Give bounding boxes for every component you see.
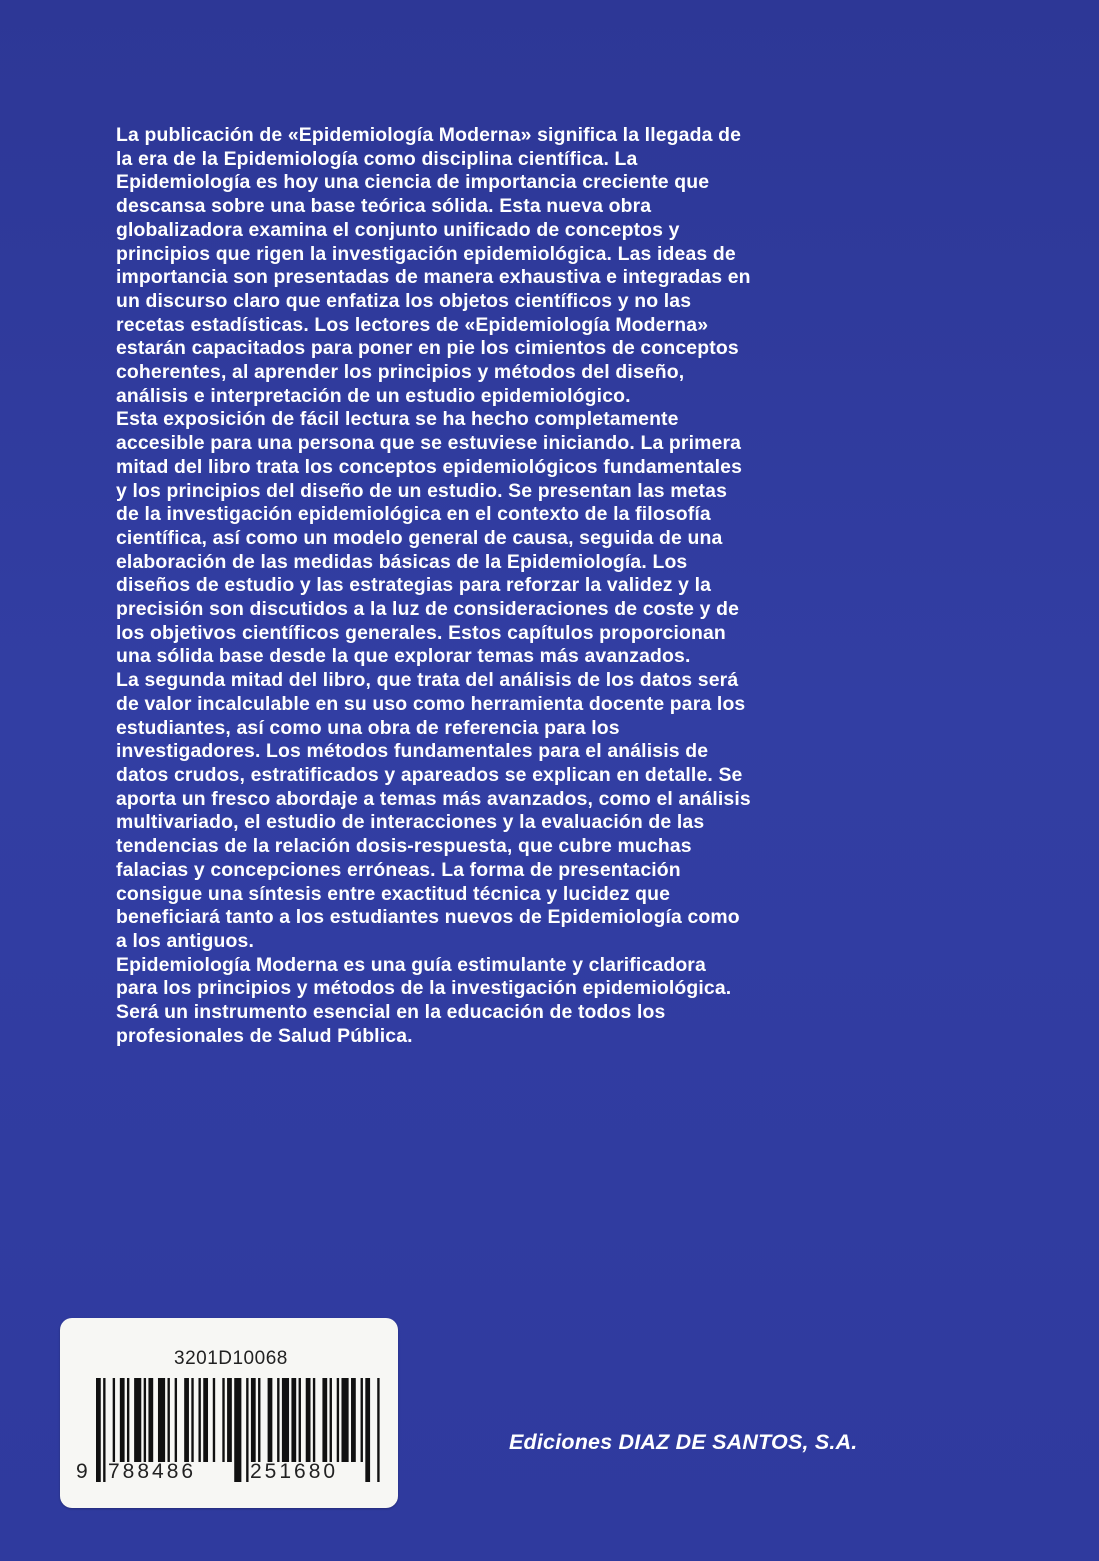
blurb-line: accesible para una persona que se estuviese iniciando. La primera: [116, 432, 742, 455]
blurb-line: profesionales de Salud Pública.: [116, 1024, 413, 1047]
blurb-line: Epidemiología es hoy una ciencia de importancia creciente que: [116, 171, 710, 194]
blurb-line: diseños de estudio y las estrategias para reforzar la validez y la: [116, 574, 712, 597]
publisher-name: Ediciones DIAZ DE SANTOS, S.A.: [509, 1430, 858, 1454]
blurb-line: importancia son presentadas de manera exhaustiva e integradas en: [116, 266, 751, 289]
blurb-line: de valor incalculable en su uso como herramienta docente para los: [116, 692, 746, 715]
blurb-line: análisis e interpretación de un estudio epidemiológico.: [116, 384, 631, 407]
barcode-bar: [246, 1378, 248, 1482]
blurb-line: La segunda mitad del libro, que trata del análisis de los datos será: [116, 669, 739, 692]
barcode-bar: [191, 1378, 193, 1462]
blurb-line: científica, así como un modelo general de causa, seguida de una: [116, 526, 723, 549]
barcode-bar: [103, 1378, 105, 1482]
barcode-bar: [158, 1378, 165, 1462]
barcode-bar: [351, 1378, 356, 1462]
blurb-line: falacias y concepciones erróneas. La forma de presentación: [116, 858, 681, 881]
blurb-line: estarán capacitados para poner en pie los cimientos de conceptos: [116, 337, 739, 360]
barcode-bar: [203, 1378, 208, 1462]
barcode-bar: [222, 1378, 224, 1462]
barcode-bar: [377, 1378, 379, 1482]
barcode-bar: [337, 1378, 339, 1462]
barcode-bar: [127, 1378, 129, 1462]
barcode-bar: [322, 1378, 327, 1462]
blurb-line: elaboración de las medidas básicas de la Epidemiología. Los: [116, 550, 688, 573]
blurb-line: multivariado, el estudio de interacciones y la evaluación de las: [116, 811, 705, 834]
ean-right-group: 251680: [250, 1460, 339, 1483]
barcode-bar: [175, 1378, 177, 1462]
blurb-line: coherentes, al aprender los principios y métodos del diseño,: [116, 361, 685, 384]
barcode-bar: [299, 1378, 301, 1462]
barcode-bar: [234, 1378, 241, 1482]
barcode-bar: [113, 1378, 115, 1462]
barcode-bar: [148, 1378, 153, 1462]
blurb-line: un discurso claro que enfatiza los objetos científicos y no las: [116, 289, 692, 312]
barcode-bar: [96, 1378, 101, 1482]
blurb-line: mitad del libro trata los conceptos epidemiológicos fundamentales: [116, 455, 743, 478]
ean-first-digit: 9: [76, 1460, 88, 1483]
barcode-bar: [258, 1378, 260, 1462]
blurb-line: Esta exposición de fácil lectura se ha hecho completamente: [116, 408, 679, 431]
blurb-line: aporta un fresco abordaje a temas más avanzados, como el análisis: [116, 787, 751, 810]
blurb-line: investigadores. Los métodos fundamentales para el análisis de: [116, 740, 709, 763]
blurb-line: globalizadora examina el conjunto unificado de conceptos y: [116, 218, 680, 241]
barcode-bar: [277, 1378, 279, 1462]
barcode-bar: [184, 1378, 189, 1462]
blurb-line: descansa sobre una base teórica sólida. Esta nueva obra: [116, 195, 652, 218]
blurb-line: los objetivos científicos generales. Estos capítulos proporcionan: [116, 621, 726, 644]
barcode-bar: [306, 1378, 311, 1462]
blurb-line: principios que rigen la investigación epidemiológica. Las ideas de: [116, 242, 736, 265]
barcode-bar: [198, 1378, 200, 1462]
barcode-bar: [291, 1378, 296, 1462]
blurb-line: para los principios y métodos de la investigación epidemiológica.: [116, 977, 732, 1000]
barcode-bar: [168, 1378, 170, 1462]
blurb-line: recetas estadísticas. Los lectores de «Epidemiología Moderna»: [116, 313, 709, 336]
barcode-bar: [251, 1378, 256, 1462]
blurb-line: beneficiará tanto a los estudiantes nuevos de Epidemiología como: [116, 906, 740, 929]
blurb-line: Será un instrumento esencial en la educación de todos los: [116, 1001, 666, 1024]
blurb-line: una sólida base desde la que explorar temas más avanzados.: [116, 645, 691, 668]
ean-left-group: 788486: [108, 1460, 197, 1483]
blurb-line: consigue una síntesis entre exactitud técnica y lucidez que: [116, 882, 671, 905]
blurb-line: estudiantes, así como una obra de referencia para los: [116, 716, 620, 739]
blurb-line: tendencias de la relación dosis-respuesta, que cubre muchas: [116, 835, 692, 858]
barcode-bar: [282, 1378, 289, 1462]
blurb-line: de la investigación epidemiológica en el contexto de la filosofía: [116, 503, 711, 526]
blurb-line: datos crudos, estratificados y apareados se explican en detalle. Se: [116, 763, 743, 786]
barcode-bar: [134, 1378, 141, 1462]
barcode-bar: [227, 1378, 232, 1462]
blurb-line: a los antiguos.: [116, 929, 255, 952]
barcode-bar: [330, 1378, 332, 1462]
blurb-line: La publicación de «Epidemiología Moderna» significa la llegada de: [116, 124, 742, 146]
barcode-bar: [120, 1378, 125, 1462]
barcode-bar: [361, 1378, 363, 1462]
sticker-code: 3201D10068: [174, 1348, 288, 1369]
barcode-sticker: [60, 1318, 398, 1508]
barcode-bar: [341, 1378, 348, 1462]
barcode-bar: [268, 1378, 273, 1462]
blurb-text: [116, 124, 976, 1048]
blurb-line: precisión son discutidos a la luz de consideraciones de coste y de: [116, 598, 740, 621]
blurb-line: la era de la Epidemiología como disciplina científica. La: [116, 147, 638, 170]
blurb-line: y los principios del diseño de un estudio. Se presentan las metas: [116, 479, 728, 502]
blurb-line: Epidemiología Moderna es una guía estimulante y clarificadora: [116, 953, 706, 976]
barcode-bar: [213, 1378, 215, 1462]
barcode-bar: [313, 1378, 315, 1462]
barcode-bar: [144, 1378, 146, 1462]
barcode-bar: [365, 1378, 370, 1482]
